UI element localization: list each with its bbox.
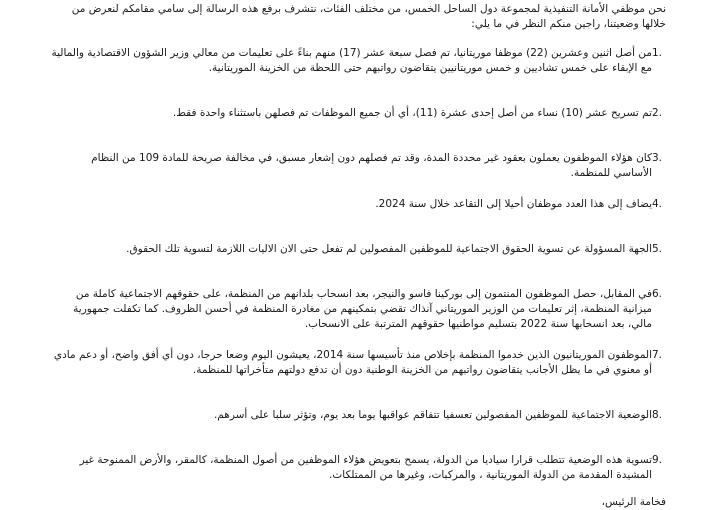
list-item-number: 4. (652, 198, 663, 210)
list-item-text: الموظفون الموريتانيون الذين خدموا المنظمة بإخلاص منذ تأسيسها سنة 2014، يعيشون اليوم وضعا حرجا، دون أي أفق واضح، أو دعم مادي أو معنوي في ما يظل الأجانب يتقاضون رواتبهم من الخزينة الوطنية دون أن تدفع دولتهم متأخراتها للمنظمة. (53, 349, 652, 376)
list-item (50, 197, 666, 212)
list-item (50, 287, 666, 332)
list-item-number: 7. (652, 349, 663, 361)
list-item-text: الوضعية الاجتماعية للموظفين المفصولين تعسفيا تتفاقم عواقبها يوما بعد يوم، وتؤثر سلبا على أسرهم. (213, 409, 652, 421)
list-item-text: تسوية هذه الوضعية تتطلب قرارا سياديا من الدولة، يسمح بتعويض هؤلاء الموظفين من أصول المنظمة، كالمقر، والأرض الممنوحة غير المشيدة المقدمة من الدولة الموريتانية ، والمركبات، وغيرها من الممتلكات. (79, 454, 652, 481)
list-item-text: كان هؤلاء الموظفون يعملون بعقود غير محددة المدة، وقد تم فصلهم دون إشعار مسبق، في مخالفة صريحة للمادة 109 من النظام الأساسي للمنظمة. (91, 152, 652, 179)
list-item-number: 8. (652, 409, 663, 421)
list-item-text: من أصل اثنين وعشرين (22) موظفا موريتانيا، تم فصل سبعة عشر (17) منهم بناءً على تعليمات من معالي وزير الشؤون الاقتصادية والمالية مع الإبقاء على خمس تشاديين و خمس موريتانيين يتقاضون رواتبهم حتى اللحظة من الخزينة الموريتانية. (51, 47, 652, 74)
list-item-number: 6. (652, 288, 663, 300)
list-item-text: تم تسريح عشر (10) نساء من أصل إحدى عشرة (11)، أي أن جميع الموظفات تم فصلهن باستثناء واحدة فقط. (172, 107, 652, 119)
list-item (50, 242, 666, 257)
letter-salutation: فخامة الرئيس، (601, 496, 666, 508)
letter-intro: نحن موظفي الأمانة التنفيذية لمجموعة دول الساحل الخمس، من مختلف الفئات، نتشرف برفع هذه الرسالة إلى سامي مقامكم لنعرض من خلالها وضعيتنا، راجين منكم النظر في ما يلي: (71, 3, 666, 30)
list-item-number: 2. (652, 107, 663, 119)
list-item (50, 151, 666, 181)
list-item (50, 453, 666, 483)
list-item-number: 5. (652, 243, 663, 255)
list-item-text: في المقابل، حصل الموظفون المنتمون إلى بوركينا فاسو والنيجر، بعد انسحاب بلدانهم من المنظمة، على حقوقهم الاجتماعية كاملة من ميزانية المنظمة، إثر تعليمات من الوزير الموريتاني آنذاك تقضي بتمكينهم من مغادرة المنظمة في أحسن الظروف. كما تكفلت جمهورية مالي، بعد انسحابها سنة 2022 بتسليم مواطنيها حقوقهم المترتبة على الانسحاب. (73, 288, 652, 330)
list-item-text: الجهة المسؤولة عن تسوية الحقوق الاجتماعية للموظفين المفصولين لم تفعل حتى الان الاليات اللازمة لتسوية تلك الحقوق. (126, 243, 652, 255)
list-item (50, 348, 666, 378)
list-item (50, 106, 666, 121)
list-item (50, 46, 666, 76)
list-item-number: 1. (652, 47, 663, 59)
list-item-number: 9. (652, 454, 663, 466)
list-item (50, 408, 666, 423)
list-item-text: يضاف إلى هذا العدد موظفان أحيلا إلى التقاعد خلال سنة 2024. (375, 198, 652, 210)
list-item-number: 3. (652, 152, 663, 164)
